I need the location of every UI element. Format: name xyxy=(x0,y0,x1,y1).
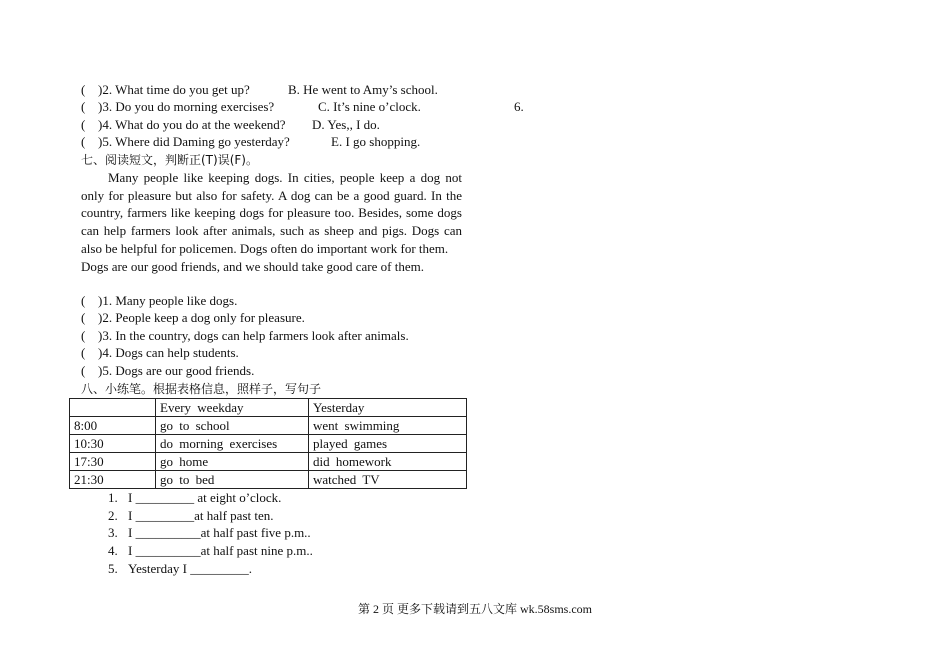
table-cell: watched TV xyxy=(309,471,467,489)
table-cell: 10:30 xyxy=(70,435,156,453)
true-false-question: )2. People keep a dog only for pleasure. xyxy=(98,310,305,325)
table-cell: 21:30 xyxy=(70,471,156,489)
table-cell: 17:30 xyxy=(70,453,156,471)
table-row xyxy=(70,435,467,453)
matching-question: )5. Where did Daming go yesterday? xyxy=(98,134,290,149)
exercise-text: I __________at half past five p.m.. xyxy=(128,525,311,540)
page-footer: 第 2 页 更多下载请到五八文库 wk.58sms.com xyxy=(357,602,592,616)
table-cell xyxy=(70,399,156,417)
answer-paren: ( xyxy=(81,345,86,360)
exercise-number: 2. xyxy=(108,508,118,523)
table-header-row xyxy=(70,399,467,417)
exercise-text: I _________ at eight o’clock. xyxy=(128,490,282,505)
true-false-question: )3. In the country, dogs can help farmers look after animals. xyxy=(98,328,409,343)
exercise-number: 3. xyxy=(108,525,118,540)
table-cell: Yesterday xyxy=(309,399,467,417)
answer-paren: ( xyxy=(81,117,86,132)
section7-title: 七、阅读短文，判断正(T)误(F)。 xyxy=(81,153,258,167)
table-cell: go to school xyxy=(156,417,309,435)
true-false-question: )5. Dogs are our good friends. xyxy=(98,363,255,378)
matching-answer: B. He went to Amy’s school. xyxy=(288,82,438,97)
answer-paren: ( xyxy=(81,99,86,114)
matching-question: )3. Do you do morning exercises? xyxy=(98,99,275,114)
stray-number: 6. xyxy=(514,99,524,114)
exercise-number: 5. xyxy=(108,561,118,576)
answer-paren: ( xyxy=(81,134,86,149)
table-cell: Every weekday xyxy=(156,399,309,417)
matching-question: )2. What time do you get up? xyxy=(98,82,250,97)
matching-answer: D. Yes,, I do. xyxy=(312,117,380,132)
exercise-number: 1. xyxy=(108,490,118,505)
table-row xyxy=(70,417,467,435)
matching-answer: C. It’s nine o’clock. xyxy=(318,99,421,114)
reading-passage xyxy=(81,169,462,275)
table-row xyxy=(70,453,467,471)
answer-paren: ( xyxy=(81,363,86,378)
exercise-text: Yesterday I _________. xyxy=(128,561,252,576)
exercise-text: I __________at half past nine p.m.. xyxy=(128,543,313,558)
answer-paren: ( xyxy=(81,310,86,325)
table-cell: go home xyxy=(156,453,309,471)
answer-paren: ( xyxy=(81,82,86,97)
exercise-number: 4. xyxy=(108,543,118,558)
true-false-question: )4. Dogs can help students. xyxy=(98,345,239,360)
answer-paren: ( xyxy=(81,328,86,343)
matching-answer: E. I go shopping. xyxy=(331,134,421,149)
passage-paragraph-2: Dogs are our good friends, and we should take good care of them. xyxy=(81,258,424,274)
passage-paragraph-1: Many people like keeping dogs. In cities, people keep a dog not only for pleasure but also for safety. A dog can be a good guard. In the country, farmers like keeping dogs for pleasure too. Besides, some dogs can help farmers look after animals, such as sheep and pigs. Dogs can also be helpful for policemen. Dogs often do important work for them. xyxy=(81,170,462,256)
true-false-question: )1. Many people like dogs. xyxy=(98,293,238,308)
answer-paren: ( xyxy=(81,293,86,308)
table-cell: 8:00 xyxy=(70,417,156,435)
table-cell: did homework xyxy=(309,453,467,471)
table-cell: went swimming xyxy=(309,417,467,435)
matching-question: )4. What do you do at the weekend? xyxy=(98,117,286,132)
exercise-text: I _________at half past ten. xyxy=(128,508,274,523)
table-cell: do morning exercises xyxy=(156,435,309,453)
schedule-table xyxy=(69,398,467,489)
table-cell: played games xyxy=(309,435,467,453)
table-cell: go to bed xyxy=(156,471,309,489)
table-row xyxy=(70,471,467,489)
section8-title: 八、小练笔。根据表格信息，照样子，写句子 xyxy=(81,382,322,396)
